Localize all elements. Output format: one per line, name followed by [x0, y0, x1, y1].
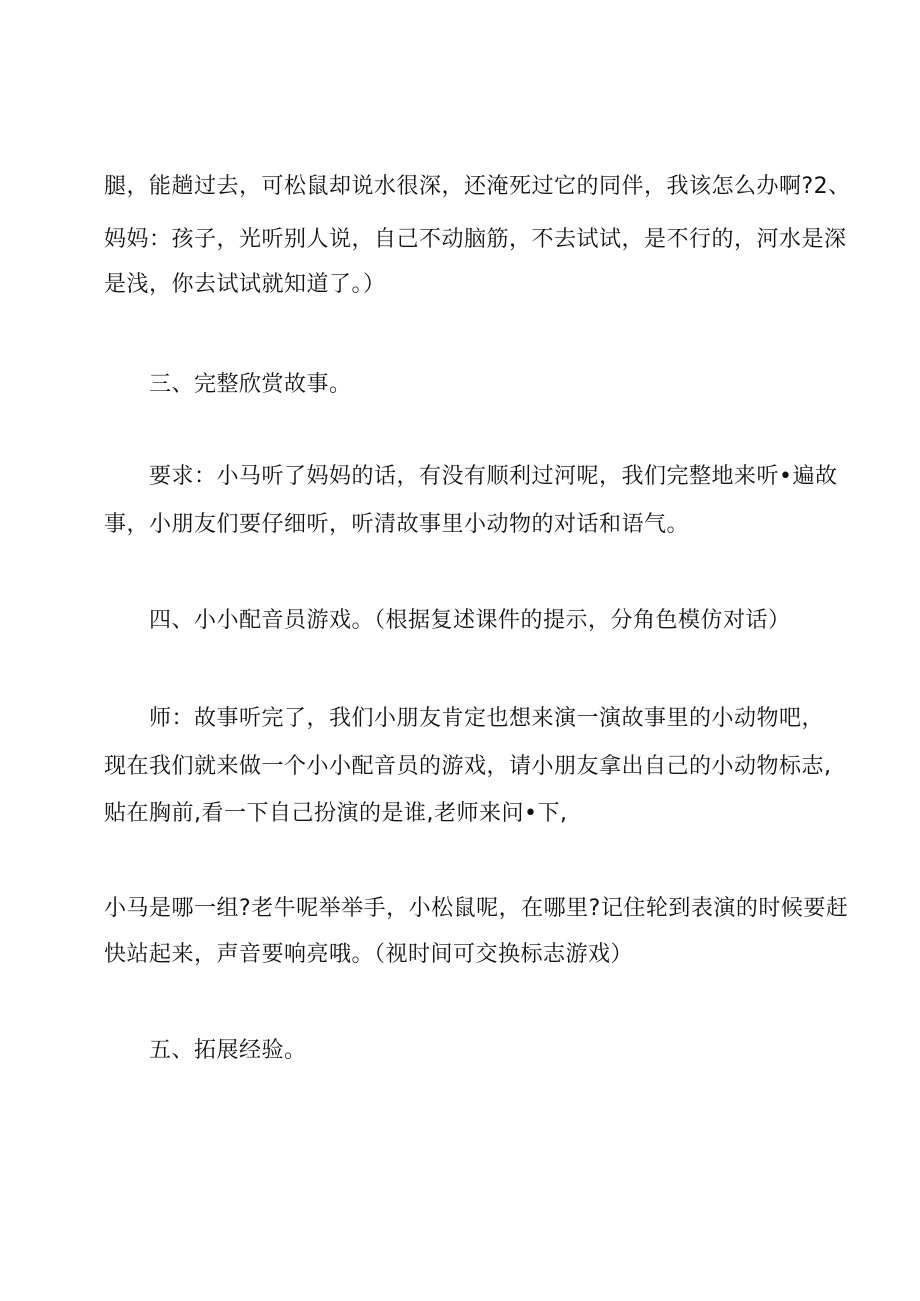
paragraph-line: 现在我们就来做一个小小配音员的游戏，请小朋友拿出自己的小动物标志, [104, 754, 832, 779]
paragraph-line: 要求：小马听了妈妈的话，有没有顺利过河呢，我们完整地来听•遍故 [149, 464, 838, 489]
paragraph-line: 师：故事听完了，我们小朋友肯定也想来演一演故事里的小动物吧， [149, 706, 825, 731]
paragraph-line: 腿，能趟过去，可松鼠却说水很深，还淹死过它的同伴，我该怎么办啊?2、 [104, 174, 851, 199]
section-heading: 三、完整欣赏故事。 [149, 372, 352, 397]
paragraph-line: 妈妈：孩子，光听别人说，自己不动脑筋，不去试试，是不行的，河水是深 [104, 227, 847, 252]
section-heading: 五、拓展经验。 [149, 1038, 307, 1063]
paragraph-line: 事，小朋友们要仔细听，听清故事里小动物的对话和语气。 [104, 512, 690, 537]
section-heading: 四、小小配音员游戏。（根据复述课件的提示，分角色模仿对话） [149, 608, 791, 633]
paragraph-line: 小马是哪一组?老牛呢举举手，小松鼠呢，在哪里?记住轮到表演的时候要赶 [104, 896, 849, 921]
paragraph-line: 快站起来，声音要响亮哦。（视时间可交换标志游戏） [104, 942, 634, 967]
paragraph-line: 是浅，你去试试就知道了。） [104, 272, 386, 297]
paragraph-line: 贴在胸前,看一下自己扮演的是谁,老师来问•下, [104, 801, 568, 826]
